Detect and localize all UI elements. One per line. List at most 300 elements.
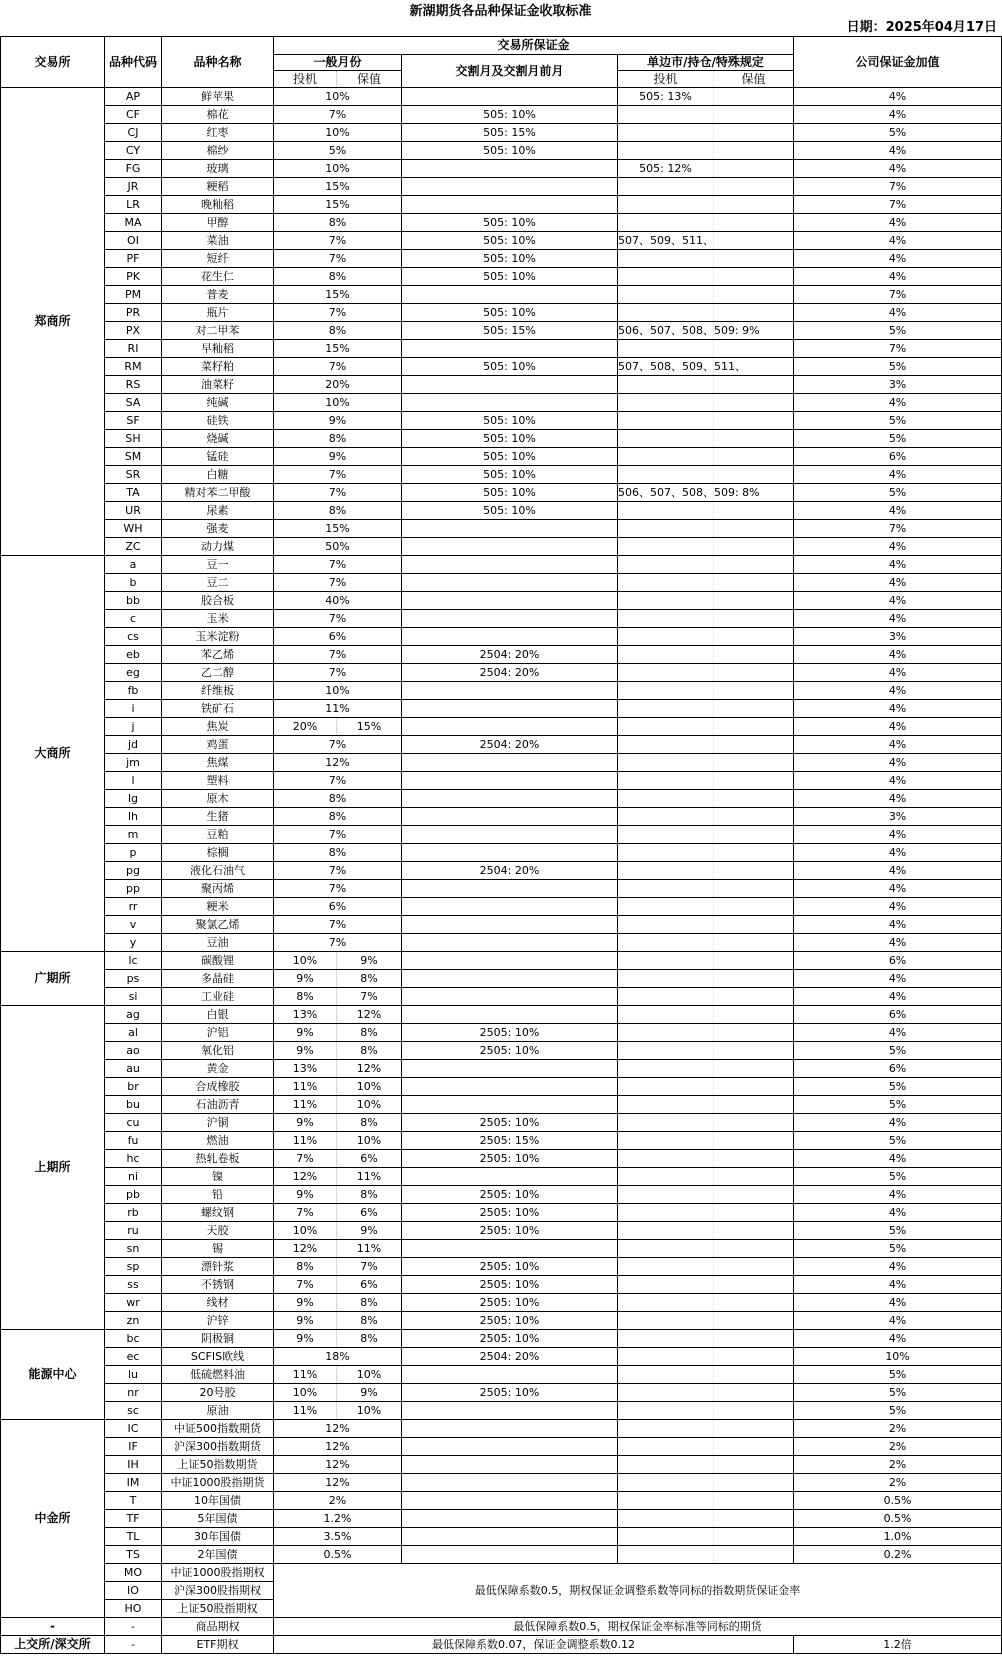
general-hedge-margin: 10% (337, 1366, 402, 1384)
special-spec-margin (618, 646, 714, 664)
delivery-margin: 505: 10% (402, 142, 618, 160)
special-spec-margin (618, 988, 714, 1006)
special-spec-margin (618, 898, 714, 916)
delivery-margin (402, 574, 618, 592)
delivery-margin: 2504: 20% (402, 1348, 618, 1366)
general-spec-margin: 8% (274, 1258, 337, 1276)
company-margin: 4% (794, 214, 1002, 232)
special-spec-margin (618, 502, 714, 520)
product-code: l (105, 772, 162, 790)
company-margin: 4% (794, 826, 1002, 844)
delivery-margin (402, 718, 618, 736)
special-hedge-margin (714, 394, 794, 412)
special-spec-margin (618, 1150, 714, 1168)
special-hedge-margin (714, 142, 794, 160)
delivery-margin (402, 880, 618, 898)
table-row (1, 916, 1002, 934)
product-name: 氧化铝 (162, 1042, 274, 1060)
special-spec-margin (618, 1114, 714, 1132)
delivery-margin (402, 1546, 618, 1564)
special-hedge-margin (714, 628, 794, 646)
general-hedge-margin: 10% (337, 1402, 402, 1420)
special-spec-margin (618, 592, 714, 610)
company-margin: 3% (794, 628, 1002, 646)
general-margin: 18% (274, 1348, 402, 1366)
product-code: ps (105, 970, 162, 988)
general-margin: 2% (274, 1492, 402, 1510)
product-code: TS (105, 1546, 162, 1564)
company-margin: 10% (794, 1348, 1002, 1366)
product-code: RS (105, 376, 162, 394)
special-spec-margin: 505: 13% (618, 88, 714, 106)
product-name: 漂针浆 (162, 1258, 274, 1276)
special-hedge-margin (714, 340, 794, 358)
delivery-margin: 2505: 10% (402, 1276, 618, 1294)
delivery-margin (402, 88, 618, 106)
exchange-name: - (1, 1618, 105, 1636)
product-code: ni (105, 1168, 162, 1186)
company-margin: 5% (794, 358, 1002, 376)
product-name: 多晶硅 (162, 970, 274, 988)
special-hedge-margin (714, 1456, 794, 1474)
delivery-margin (402, 772, 618, 790)
delivery-margin: 2504: 20% (402, 646, 618, 664)
special-hedge-margin (714, 1240, 794, 1258)
product-name: 菜油 (162, 232, 274, 250)
general-margin: 12% (274, 1474, 402, 1492)
special-hedge-margin (714, 106, 794, 124)
special-spec-margin (618, 844, 714, 862)
table-row (1, 1528, 1002, 1546)
table-row (1, 1042, 1002, 1060)
company-margin: 0.2% (794, 1546, 1002, 1564)
product-code: ao (105, 1042, 162, 1060)
special-hedge-margin (714, 1276, 794, 1294)
product-code: TA (105, 484, 162, 502)
special-hedge-margin (714, 1510, 794, 1528)
product-code: lh (105, 808, 162, 826)
table-row (1, 1636, 1002, 1654)
general-margin: 6% (274, 898, 402, 916)
special-hedge-margin (714, 448, 794, 466)
product-code: bc (105, 1330, 162, 1348)
table-row (1, 1330, 1002, 1348)
general-spec-margin: 9% (274, 1186, 337, 1204)
company-margin: 4% (794, 754, 1002, 772)
table-row (1, 1114, 1002, 1132)
table-row (1, 466, 1002, 484)
special-spec-margin (618, 952, 714, 970)
special-hedge-margin (714, 1096, 794, 1114)
special-spec-margin (618, 970, 714, 988)
special-hedge-margin (714, 844, 794, 862)
general-margin: 7% (274, 466, 402, 484)
special-hedge-margin (714, 862, 794, 880)
special-spec-margin: 506、507、508、509: 8% (618, 484, 714, 502)
delivery-margin (402, 898, 618, 916)
delivery-margin: 2505: 10% (402, 1042, 618, 1060)
company-margin: 5% (794, 1402, 1002, 1420)
product-name: 锡 (162, 1240, 274, 1258)
product-name: 对二甲苯 (162, 322, 274, 340)
table-row (1, 1024, 1002, 1042)
general-margin: 50% (274, 538, 402, 556)
product-name: 瓶片 (162, 304, 274, 322)
product-name: 原木 (162, 790, 274, 808)
product-name: 鲜苹果 (162, 88, 274, 106)
table-row (1, 754, 1002, 772)
general-margin: 12% (274, 1438, 402, 1456)
special-hedge-margin (714, 412, 794, 430)
product-name: 5年国债 (162, 1510, 274, 1528)
product-code: PF (105, 250, 162, 268)
general-margin: 15% (274, 178, 402, 196)
general-spec-margin: 9% (274, 1024, 337, 1042)
delivery-margin (402, 844, 618, 862)
special-hedge-margin (714, 682, 794, 700)
table-row (1, 1132, 1002, 1150)
special-spec-margin: 507、508、509、511、 (618, 358, 714, 376)
company-margin: 7% (794, 286, 1002, 304)
special-hedge-margin (714, 1186, 794, 1204)
header-company-margin: 公司保证金加值 (794, 37, 1002, 88)
delivery-margin: 505: 10% (402, 250, 618, 268)
product-name: 强麦 (162, 520, 274, 538)
special-hedge-margin (714, 520, 794, 538)
general-hedge-margin: 7% (337, 988, 402, 1006)
general-spec-margin: 11% (274, 1366, 337, 1384)
special-hedge-margin (714, 736, 794, 754)
product-code: IH (105, 1456, 162, 1474)
general-hedge-margin: 10% (337, 1096, 402, 1114)
product-name: 玉米 (162, 610, 274, 628)
special-hedge-margin (714, 1546, 794, 1564)
table-row (1, 1546, 1002, 1564)
general-margin: 3.5% (274, 1528, 402, 1546)
page-title: 新湖期货各品种保证金收取标准 (409, 4, 592, 19)
delivery-margin: 505: 10% (402, 214, 618, 232)
special-spec-margin: 505: 12% (618, 160, 714, 178)
delivery-margin: 505: 10% (402, 412, 618, 430)
product-code: PX (105, 322, 162, 340)
special-spec-margin (618, 1384, 714, 1402)
general-margin: 7% (274, 934, 402, 952)
delivery-margin: 505: 10% (402, 502, 618, 520)
general-margin: 7% (274, 250, 402, 268)
company-margin: 5% (794, 1042, 1002, 1060)
table-row (1, 1078, 1002, 1096)
product-name: 螺纹钢 (162, 1204, 274, 1222)
special-spec-margin (618, 124, 714, 142)
special-hedge-margin (714, 808, 794, 826)
special-spec-margin (618, 1474, 714, 1492)
company-margin: 4% (794, 898, 1002, 916)
special-spec-margin (618, 250, 714, 268)
special-spec-margin (618, 268, 714, 286)
table-row (1, 862, 1002, 880)
company-margin: 4% (794, 970, 1002, 988)
special-spec-margin (618, 610, 714, 628)
general-margin: 7% (274, 916, 402, 934)
special-hedge-margin (714, 466, 794, 484)
product-code: MO (105, 1564, 162, 1582)
product-code: y (105, 934, 162, 952)
general-hedge-margin: 8% (337, 1312, 402, 1330)
exchange-name: 郑商所 (1, 88, 105, 556)
delivery-margin (402, 1078, 618, 1096)
product-name: 棉纱 (162, 142, 274, 160)
company-margin: 5% (794, 1366, 1002, 1384)
special-hedge-margin (714, 988, 794, 1006)
product-name: SCFIS欧线 (162, 1348, 274, 1366)
product-name: 棕榈 (162, 844, 274, 862)
special-spec-margin (618, 1078, 714, 1096)
product-code: PR (105, 304, 162, 322)
product-code: hc (105, 1150, 162, 1168)
special-hedge-margin (714, 124, 794, 142)
product-name: 中证1000股指期权 (162, 1564, 274, 1582)
report-date: 日期：2025年04月17日 (846, 20, 997, 35)
product-code: sn (105, 1240, 162, 1258)
product-name: 阴极铜 (162, 1330, 274, 1348)
company-margin: 4% (794, 502, 1002, 520)
product-code: MA (105, 214, 162, 232)
company-margin: 5% (794, 1078, 1002, 1096)
special-hedge-margin (714, 1528, 794, 1546)
special-hedge-margin (714, 934, 794, 952)
product-name: 玻璃 (162, 160, 274, 178)
company-margin: 4% (794, 142, 1002, 160)
product-code: jm (105, 754, 162, 772)
product-code: RM (105, 358, 162, 376)
special-spec-margin (618, 178, 714, 196)
general-hedge-margin: 9% (337, 1384, 402, 1402)
company-margin: 5% (794, 1222, 1002, 1240)
product-code: SA (105, 394, 162, 412)
special-hedge-margin (714, 646, 794, 664)
special-spec-margin (618, 736, 714, 754)
product-name: 20号胶 (162, 1384, 274, 1402)
special-spec-margin (618, 286, 714, 304)
special-hedge-margin (714, 1438, 794, 1456)
special-hedge-margin (714, 232, 794, 250)
product-code: sp (105, 1258, 162, 1276)
company-margin: 6% (794, 448, 1002, 466)
product-name: 豆粕 (162, 826, 274, 844)
table-row (1, 1006, 1002, 1024)
company-margin: 4% (794, 304, 1002, 322)
table-row (1, 844, 1002, 862)
header-special-hedge: 保值 (714, 71, 794, 88)
product-name: 10年国债 (162, 1492, 274, 1510)
product-code: TF (105, 1510, 162, 1528)
exchange-name: 上期所 (1, 1006, 105, 1330)
special-spec-margin (618, 1024, 714, 1042)
general-margin: 11% (274, 700, 402, 718)
special-hedge-margin (714, 250, 794, 268)
special-hedge-margin (714, 304, 794, 322)
table-row (1, 160, 1002, 178)
company-margin: 5% (794, 322, 1002, 340)
general-hedge-margin: 8% (337, 1186, 402, 1204)
special-hedge-margin (714, 664, 794, 682)
general-margin: 20% (274, 376, 402, 394)
table-row (1, 988, 1002, 1006)
product-name: 上证50指数期货 (162, 1456, 274, 1474)
company-margin: 4% (794, 268, 1002, 286)
special-spec-margin (618, 718, 714, 736)
general-hedge-margin: 6% (337, 1150, 402, 1168)
general-margin: 40% (274, 592, 402, 610)
exchange-name: 广期所 (1, 952, 105, 1006)
delivery-margin: 2504: 20% (402, 664, 618, 682)
table-row (1, 502, 1002, 520)
product-name: 黄金 (162, 1060, 274, 1078)
product-code: ZC (105, 538, 162, 556)
special-spec-margin (618, 394, 714, 412)
product-name: 精对苯二甲酸 (162, 484, 274, 502)
general-hedge-margin: 12% (337, 1006, 402, 1024)
table-row (1, 430, 1002, 448)
special-hedge-margin (714, 1312, 794, 1330)
general-margin: 7% (274, 862, 402, 880)
general-margin: 7% (274, 772, 402, 790)
delivery-margin: 505: 10% (402, 358, 618, 376)
general-hedge-margin: 9% (337, 1222, 402, 1240)
product-code: RI (105, 340, 162, 358)
product-code: bb (105, 592, 162, 610)
exchange-name: 大商所 (1, 556, 105, 952)
general-margin: 15% (274, 286, 402, 304)
table-row (1, 1384, 1002, 1402)
table-row (1, 1240, 1002, 1258)
table-row (1, 898, 1002, 916)
general-hedge-margin: 8% (337, 1024, 402, 1042)
delivery-margin (402, 1474, 618, 1492)
special-spec-margin (618, 1258, 714, 1276)
table-row (1, 340, 1002, 358)
special-spec-margin (618, 412, 714, 430)
special-spec-margin (618, 430, 714, 448)
general-spec-margin: 11% (274, 1402, 337, 1420)
table-row (1, 952, 1002, 970)
table-row (1, 718, 1002, 736)
product-code: FG (105, 160, 162, 178)
company-margin: 4% (794, 1312, 1002, 1330)
company-margin: 4% (794, 1150, 1002, 1168)
delivery-margin (402, 520, 618, 538)
table-row (1, 682, 1002, 700)
table-row (1, 394, 1002, 412)
special-spec-margin (618, 1042, 714, 1060)
special-hedge-margin (714, 1348, 794, 1366)
product-code: IM (105, 1474, 162, 1492)
company-margin: 4% (794, 592, 1002, 610)
product-name: 沪铜 (162, 1114, 274, 1132)
table-row (1, 232, 1002, 250)
special-hedge-margin (714, 1168, 794, 1186)
delivery-margin (402, 556, 618, 574)
product-code: SR (105, 466, 162, 484)
general-margin: 8% (274, 790, 402, 808)
delivery-margin (402, 394, 618, 412)
table-row (1, 1060, 1002, 1078)
special-spec-margin (618, 1546, 714, 1564)
special-spec-margin (618, 664, 714, 682)
special-spec-margin (618, 1510, 714, 1528)
delivery-margin (402, 952, 618, 970)
exchange-name: 上交所/深交所 (1, 1636, 105, 1654)
general-margin: 7% (274, 484, 402, 502)
special-spec-margin (618, 376, 714, 394)
company-margin: 5% (794, 124, 1002, 142)
special-spec-margin (618, 862, 714, 880)
table-row (1, 1564, 1002, 1582)
general-hedge-margin: 7% (337, 1258, 402, 1276)
special-spec-margin (618, 772, 714, 790)
delivery-margin: 2505: 10% (402, 1384, 618, 1402)
product-code: fu (105, 1132, 162, 1150)
delivery-margin: 2505: 10% (402, 1222, 618, 1240)
company-margin: 4% (794, 1294, 1002, 1312)
table-row (1, 628, 1002, 646)
company-margin: 2% (794, 1474, 1002, 1492)
general-spec-margin: 10% (274, 952, 337, 970)
product-name: 硅铁 (162, 412, 274, 430)
table-row (1, 484, 1002, 502)
product-name: 棉花 (162, 106, 274, 124)
company-margin: 4% (794, 700, 1002, 718)
product-code: wr (105, 1294, 162, 1312)
special-hedge-margin (714, 196, 794, 214)
general-margin: 15% (274, 196, 402, 214)
company-margin: 3% (794, 376, 1002, 394)
general-margin: 12% (274, 754, 402, 772)
company-margin: 4% (794, 88, 1002, 106)
table-row (1, 772, 1002, 790)
special-hedge-margin (714, 502, 794, 520)
table-row (1, 448, 1002, 466)
company-margin: 4% (794, 106, 1002, 124)
header-name: 品种名称 (162, 37, 274, 88)
delivery-margin (402, 682, 618, 700)
general-margin: 7% (274, 358, 402, 376)
table-row (1, 520, 1002, 538)
general-margin: 12% (274, 1420, 402, 1438)
product-code: IO (105, 1582, 162, 1600)
delivery-margin: 2505: 10% (402, 1114, 618, 1132)
delivery-margin (402, 1510, 618, 1528)
product-code: SH (105, 430, 162, 448)
company-margin: 7% (794, 178, 1002, 196)
product-code: lu (105, 1366, 162, 1384)
table-row (1, 1276, 1002, 1294)
special-hedge-margin (714, 1402, 794, 1420)
special-spec-margin (618, 1330, 714, 1348)
product-name: 花生仁 (162, 268, 274, 286)
table-row (1, 1222, 1002, 1240)
special-hedge-margin (714, 880, 794, 898)
general-margin: 7% (274, 880, 402, 898)
general-margin: 1.2% (274, 1510, 402, 1528)
special-spec-margin (618, 1204, 714, 1222)
special-spec-margin (618, 826, 714, 844)
table-row (1, 826, 1002, 844)
product-code: fb (105, 682, 162, 700)
company-margin: 5% (794, 1168, 1002, 1186)
company-margin: 5% (794, 430, 1002, 448)
header-hedge: 保值 (337, 71, 402, 88)
